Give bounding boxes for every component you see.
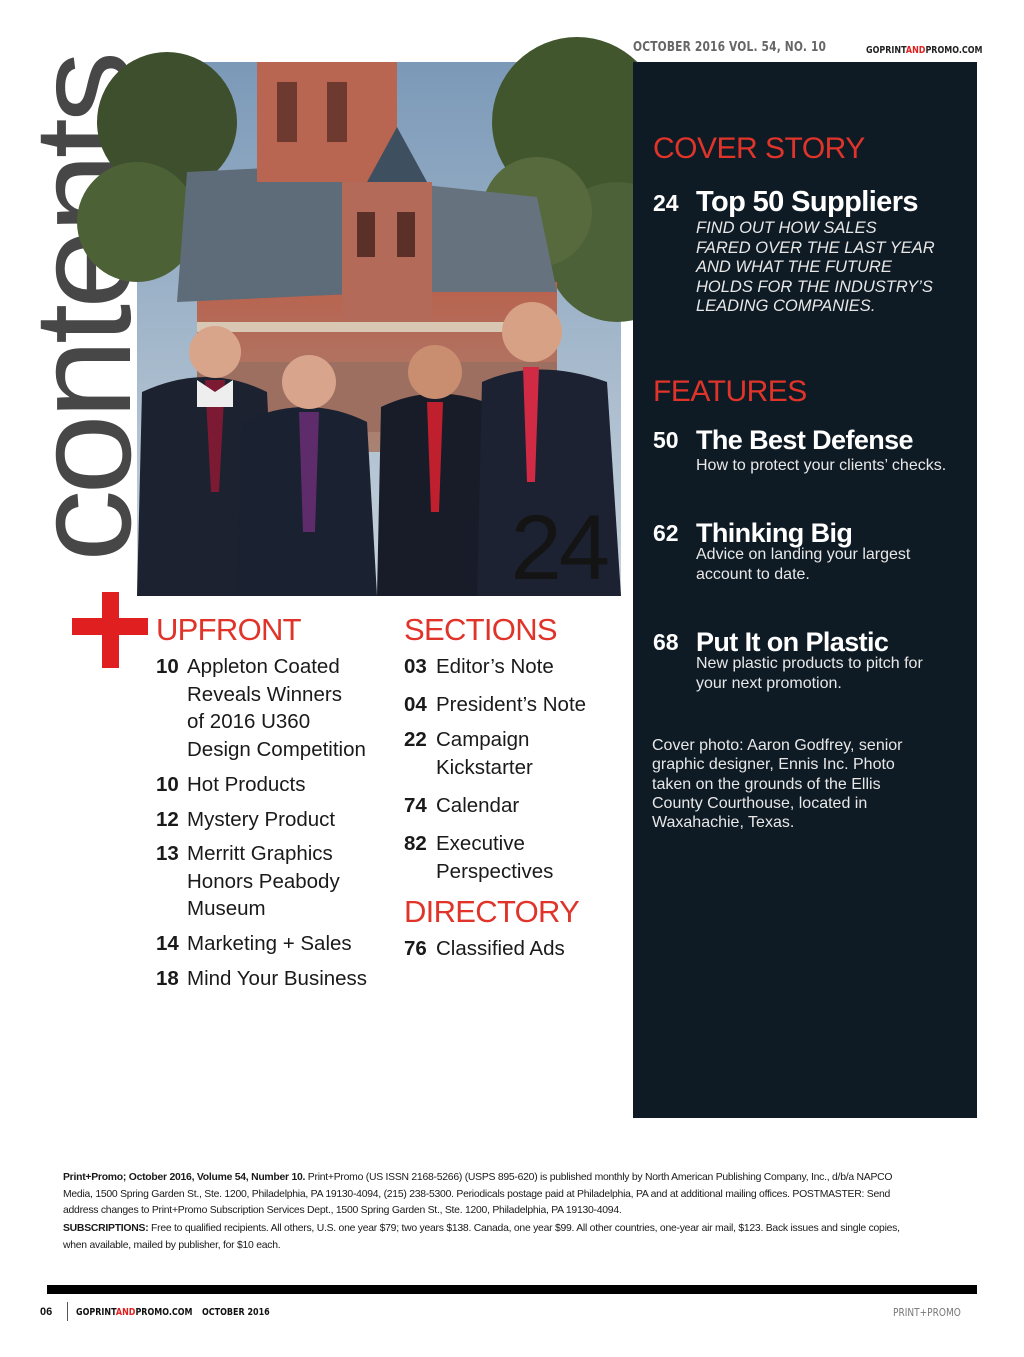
- subscription-statement: SUBSCRIPTIONS: Free to qualified recipients. All others, U.S. one year $79; two years $138. Canada, one year $99. All other countries, one-year air mail, $123. Back issues and single copies, when available, mailed by publisher, for $10 each.: [63, 1223, 900, 1251]
- page-number: 06: [40, 1306, 53, 1318]
- toc-page-number: 18: [156, 967, 179, 990]
- toc-item[interactable]: [156, 771, 306, 799]
- toc-item[interactable]: [404, 691, 586, 719]
- footer-divider: [67, 1302, 68, 1321]
- footer-date: OCTOBER 2016: [202, 1307, 270, 1318]
- toc-page-number: 10: [156, 655, 179, 678]
- toc-title: Campaign Kickstarter: [436, 728, 533, 779]
- toc-item[interactable]: [156, 930, 352, 958]
- site-url-footer[interactable]: GOPRINTANDPROMO.COM: [76, 1307, 193, 1318]
- issue-line: OCTOBER 2016 VOL. 54, NO. 10: [633, 40, 827, 55]
- features-heading: FEATURES: [653, 375, 807, 408]
- toc-item[interactable]: [156, 965, 367, 993]
- toc-item[interactable]: [404, 726, 533, 781]
- cover-photo: [137, 62, 621, 599]
- entry-page-number: 62: [653, 520, 679, 546]
- toc-page-number: 22: [404, 728, 427, 751]
- toc-title: Mystery Product: [187, 808, 336, 831]
- entry-description: How to protect your clients’ checks.: [696, 457, 947, 474]
- toc-page-number: 12: [156, 808, 179, 831]
- sections-heading: SECTIONS: [404, 612, 557, 647]
- toc-page-number: 04: [404, 693, 427, 716]
- toc-page-number: 76: [404, 937, 427, 960]
- toc-page-number: 14: [156, 932, 179, 955]
- toc-title: Merritt Graphics Honors Peabody Museum: [187, 842, 340, 921]
- toc-item[interactable]: [404, 830, 553, 885]
- toc-title: Hot Products: [187, 773, 306, 796]
- toc-title: Marketing + Sales: [187, 932, 352, 955]
- entry-title: Top 50 Suppliers: [696, 186, 918, 218]
- toc-title: President’s Note: [436, 693, 587, 716]
- toc-item[interactable]: [156, 653, 366, 763]
- entry-page-number: 24: [653, 190, 679, 216]
- toc-title: Mind Your Business: [187, 967, 368, 990]
- toc-page-number: 10: [156, 773, 179, 796]
- plus-icon: [72, 592, 148, 668]
- entry-title: Thinking Big: [696, 518, 853, 548]
- toc-item[interactable]: [404, 792, 519, 820]
- toc-item[interactable]: [156, 840, 340, 923]
- site-url-top[interactable]: GOPRINTANDPROMO.COM: [866, 45, 983, 56]
- directory-heading: DIRECTORY: [404, 894, 580, 929]
- toc-title: Calendar: [436, 794, 520, 817]
- entry-description: New plastic products to pitch for your next promotion.: [696, 655, 923, 692]
- toc-title: Executive Perspectives: [436, 832, 554, 883]
- toc-item[interactable]: [404, 653, 554, 681]
- cover-page-number: 24: [510, 497, 607, 599]
- cover-story-panel: [633, 62, 977, 1118]
- toc-title: Editor’s Note: [436, 655, 554, 678]
- cover-photo-credit: Cover photo: Aaron Godfrey, senior graphic designer, Ennis Inc. Photo taken on the grounds of the Ellis County Courthouse, located in Waxahachie, Texas.: [652, 737, 903, 832]
- cover-story-heading: COVER STORY: [653, 132, 865, 165]
- entry-description: Advice on landing your largest account to date.: [696, 546, 911, 583]
- entry-title: The Best Defense: [696, 425, 913, 455]
- magazine-name: PRINT+PROMO: [893, 1306, 961, 1319]
- upfront-heading: UPFRONT: [156, 612, 301, 647]
- toc-item[interactable]: [156, 806, 335, 834]
- entry-description: FIND OUT HOW SALES FARED OVER THE LAST YEAR AND WHAT THE FUTURE HOLDS FOR THE INDUSTRY’S LEADING COMPANIES.: [696, 219, 935, 315]
- entry-page-number: 50: [653, 427, 679, 453]
- toc-title: Classified Ads: [436, 937, 565, 960]
- toc-page-number: 82: [404, 832, 427, 855]
- footer-rule: [47, 1285, 977, 1294]
- toc-page-number: 03: [404, 655, 427, 678]
- toc-item[interactable]: [404, 935, 565, 963]
- toc-title: Appleton Coated Reveals Winners of 2016 U360 Design Competition: [187, 655, 366, 761]
- publication-statement: Print+Promo; October 2016, Volume 54, Number 10. Print+Promo (US ISSN 2168-5266) (USPS 895-620) is published monthly by North American Publishing Company, Inc., d/b/a NAPCO Media, 1500 Spring Garden St., Ste. 1200, Philadelphia, PA 19130-4094, (215) 238-5300. Periodicals postage paid at Philadelphia, PA and at additional mailing offices. POSTMASTER: Send address changes to Print+Promo Subscription Services Dept., 1500 Spring Garden St., Ste. 1200, Philadelphia, PA 19130-4094.: [63, 1172, 893, 1216]
- toc-page-number: 13: [156, 842, 179, 865]
- contents-word: contents: [6, 80, 160, 562]
- entry-title: Put It on Plastic: [696, 627, 889, 657]
- toc-page-number: 74: [404, 794, 427, 817]
- entry-page-number: 68: [653, 629, 679, 655]
